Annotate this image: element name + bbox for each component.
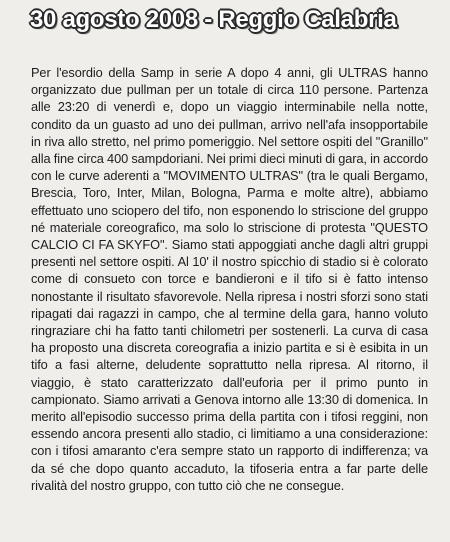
article-title: 30 agosto 2008 - Reggio Calabria — [30, 6, 397, 33]
article-body: Per l'esordio della Samp in serie A dopo 4 anni, gli ULTRAS hanno organizzato due pullman per un totale di circa 110 persone. Partenza alle 23:20 di venerdì e, dopo un viaggio interminabile nella notte, condito da un guasto ad uno dei pullman, arrivo nell'afa insopportabile in riva allo stretto, nel primo pomeriggio. Nel settore ospiti del "Granillo" alla fine circa 400 sampdoriani. Nei primi dieci minuti di gara, in accordo con le curve aderenti a "MOVIMENTO ULTRAS" (tra le quali Bergamo, Brescia, Toro, Inter, Milan, Bologna, Parma e molte altre), abbiamo effettuato uno sciopero del tifo, non esponendo lo striscione del gruppo né materiale coreografico, ma solo lo striscione di protesta "QUESTO CALCIO CI FA SKYFO". Siamo stati appoggiati anche dagli altri gruppi presenti nel settore ospiti. Al 10' il nostro spicchio di stadio si è colorato come di consueto con torce e bandieroni e il tifo si è fatto intenso nonostante il risultato sfavorevole. Nella ripresa i nostri sforzi sono stati ripagati dai ragazzi in campo, che al termine della gara, hanno voluto ringraziare chi ha fatto tanti chilometri per sostenerli. La curva di casa ha proposto una discreta coreografia a inizio partita e si è esibita in un tifo a fasi alterne, deludente soprattutto nella ripresa. Al ritorno, il viaggio, è stato caratterizzato dall'euforia per il primo punto in campionato. Siamo arrivati a Genova intorno alle 13:30 di domenica. In merito all'episodio successo prima della partita con i tifosi reggini, non essendo ancora presenti allo stadio, ci limitiamo a una considerazione: con i tifosi amaranto c'era sempre stato un rapporto di indifferenza; va da sé che dopo quanto accaduto, la tifoseria entra a far parte delle rivalità del nostro gruppo, con tutto ciò che ne consegue. — [31, 65, 428, 493]
